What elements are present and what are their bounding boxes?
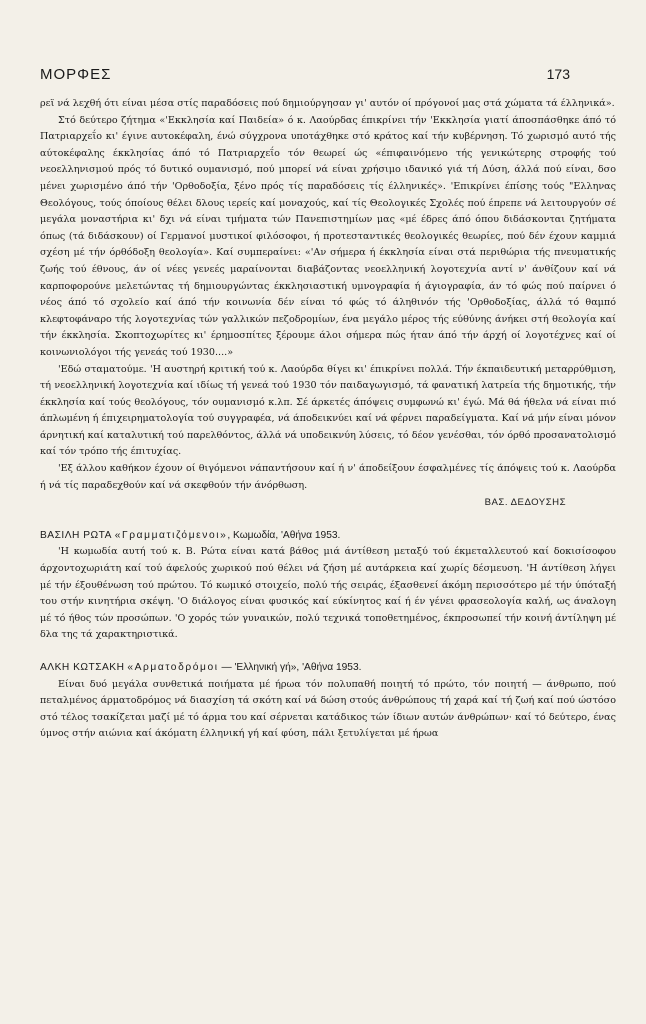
- review-heading: [40, 528, 616, 545]
- review-details: — 'Ελληνική γή», 'Αθήνα 1953.: [218, 662, 362, 673]
- author-signature: ΒΑΣ. ΔΕΔΟΥΣΗΣ: [484, 497, 566, 509]
- review-title: «Γραμματιζόμενοι»: [114, 529, 228, 541]
- review-details: , Κωμωδία, 'Αθήνα 1953.: [227, 529, 341, 541]
- review-text: 'Η κωμωδία αυτή τού κ. Β. Ρώτα είναι κατά βάθος μιά άντίθεση μεταξύ τού έκμεταλλευτού καί δοκισίσοφου άρχοντοχωριάτη καί τού άφελούς χωρικού πού θέλει νά ζήση μέ αυτάρκεια καί χωρίς δέσμευση. 'Η άντίθεση λήγει μέ τήν έξουθένωση τού πρώτου. Τό κωμικό στοιχείο, πολύ τής σειράς, έξασθενεί άκόμη περισσότερο μέ τήν ύπόταξή του στήν κινητήρια σκέψη. 'Ο διάλογος είναι φυσικός καί εύκίνητος καί ή έν γένει φρασεολογία καλή, ως άναλογη μέ τό ήθος τών προσώπων. 'Ο χορός τών γυναικών, πολύ τεχνικά τοποθετημένος, έκπροσωπεί τήν κοινή άντίληψη μέ δλα της τά χαρακτηριστικά.: [40, 546, 616, 641]
- page-header: [40, 66, 570, 83]
- paragraph: 'Εξ άλλου καθήκον έχουν οί θιγόμενοι νάπαντήσουν καί ή ν' άποδείξουν έσφαλμένες τίς άπόψεις τού κ. Λαούρδα ή νά τίς παραδεχθούν καί νά σκεφθούν τήν άνόρθωση.: [40, 463, 616, 491]
- review-author: ΑΛΚΗ ΚΩΤΣΑΚΗ: [40, 662, 125, 673]
- paragraph: Στό δεύτερο ζήτημα «'Εκκλησία καί Παιδεία» ό κ. Λαούρδας έπικρίνει τήν 'Εκκλησία γιατί άποσπάσθηκε άπό τό Πατριαρχεΐο κι' έγινε αυτοκέφαλη, ένώ σύγχρονα υποτάχθηκε στό κράτος καί τήν κυβέρνηση. Τό χωρισμό αυτό τής αύτοκέφαλης έκκλησίας άπό τό Πατριαρχεΐο τόν θεωρεί ώς «έπιφαινόμενο τής γενικώτερης στροφής τού νεοελληνισμού πρός τό δυτικό ουμανισμό, πού μπορεί νά είναι χρήσιμο ιδανικό γιά τή Δύση, άλλά πού είναι, δσο μένει χωρισμένο άπό τήν 'Ορθοδοξία, ξένο πρός τίς παραδόσεις τίς έλληνικές». 'Επικρίνει έπίσης τούς "Ελληνας Θεολόγους, τούς όποίους θέλει δλους ιερείς καί μοναχούς, καί τίς Θεολογικές Σχολές πού έπρεπε νά λειτουργούν σέ μεγάλα μοναστήρια κι' δχι νά είναι τμήματα τών Πανεπιστημίων μας «μέ έδρες άπό όπου διδάσκονται ζητήματα όπως (τά διδάσκουν) οί Γερμανοί μυστικοί φιλόσοφοι, ή προτεσταντικές θεολογικές θεωρίες, πού δέν έχουν καμμιά σχέση μέ τήν όρθόδοξη θεολογία». Καί συμπεραίνει: «'Αν σήμερα ή έκκλησία είναι στά περιθώρια τής πνευματικής ζωής τού έθνους, άν οί νέες γενεές μαραίνονται διαβάζοντας νεοελληνική λογοτεχνία αντί ν' άνθίζουν καί νά καρποφορούνε μελετώντας τή δημιουργώντας έκκλησιαστική υμνογραφία ή άγιογραφία, άν τό φώς πού παίρνει ό νέος άπό τό σχολείο καί άπό τήν κοινωνία δέν είναι τό φώς τό άληθινόν τής 'Ορθοδοξίας, άλλά τό θαμπό κλεφτοφάναρο τής λογοτεχνίας τών γαλλικών πεζοδρομίων, ένα μεγάλο μέρος τής εύθύνης άνήκει στή θεολογία καί τήν έκκλησία. Σκοπτοχωρίτες κι' έρημοσπίτες ξέρουμε άλοι σήμερα πώς ήταν άπό τήν άρχή οί λογοτέχνες καί οί κοινωνιολόγοι τής γενεάς τού 1930....»: [40, 114, 616, 358]
- page-number: 173: [546, 66, 570, 82]
- journal-title: ΜΟΡΦΕΣ: [40, 66, 112, 83]
- review-text: Είναι δυό μεγάλα συνθετικά ποιήματα μέ ήρωα τόν πολυπαθή ποιητή τό πρώτο, τόν ποιητή — άνθρωπο, πού πεταλμένος άρματοδρόμος νά διασχίση τά σκότη καί νά δώση στούς άνθρώπους τή χαρά καί τή ζωή καί πού ώστόσο στό τέλος τσακίζεται μαζί μέ τό άρμα του καί σέρνεται κατάδικος τών ίδιων αυτών άνθρώπων· καί τό δεύτερο, ένας ύμνος στήν αιώνια καί άκόματη έλληνική γή καί φύση, πάλι ξετυλίγεται μέ ήρωα: [40, 678, 616, 740]
- review-title: «Αρματοδρόμοι: [127, 662, 219, 673]
- review-author: ΒΑΣΙΛΗ ΡΩΤΑ: [40, 529, 112, 541]
- review-heading: [40, 660, 616, 677]
- paragraph: ρεϊ νά λεχθή ότι είναι μέσα στίς παραδόσεις πού δημιούργησαν γι' αυτόν οί πρόγονοί μας στά χώματα τά έλληνικά».: [40, 98, 615, 109]
- paragraph: 'Εδώ σταματούμε. 'Η αυστηρή κριτική τού κ. Λαούρδα θίγει κι' έπικρίνει πολλά. Τήν έκπαιδευτική μεταρρύθμιση, τή νεοελληνική λογοτεχνία καί ιδίως τή γενεά τού 1930 τόν παιδαγωγισμό, τά φανατική λατρεία τής δημοτικής, τήν έκκλησία καί τούς θεολόγους, τόν ουμανισμό κ.λπ. Σέ άρκετές άπόψεις συμφωνώ κι' έγώ. Μά θά ήθελα νά είναι πιό άπλωμένη ή έπιχειρηματολογία τού συγγραφέα, νά άποδεικνύει καί νά φέρνει παραδείγματα. Καί νά μήν είναι μόνον άρνητική καί καταλυτική τού παρελθόντος, άλλά νά υποδεικνύη λύσεις, τό δέον γενέσθαι, τόν όρθό προσανατολισμό καί τόν τρόπο τής έπιτυχίας.: [40, 363, 616, 458]
- page-body: [40, 96, 616, 743]
